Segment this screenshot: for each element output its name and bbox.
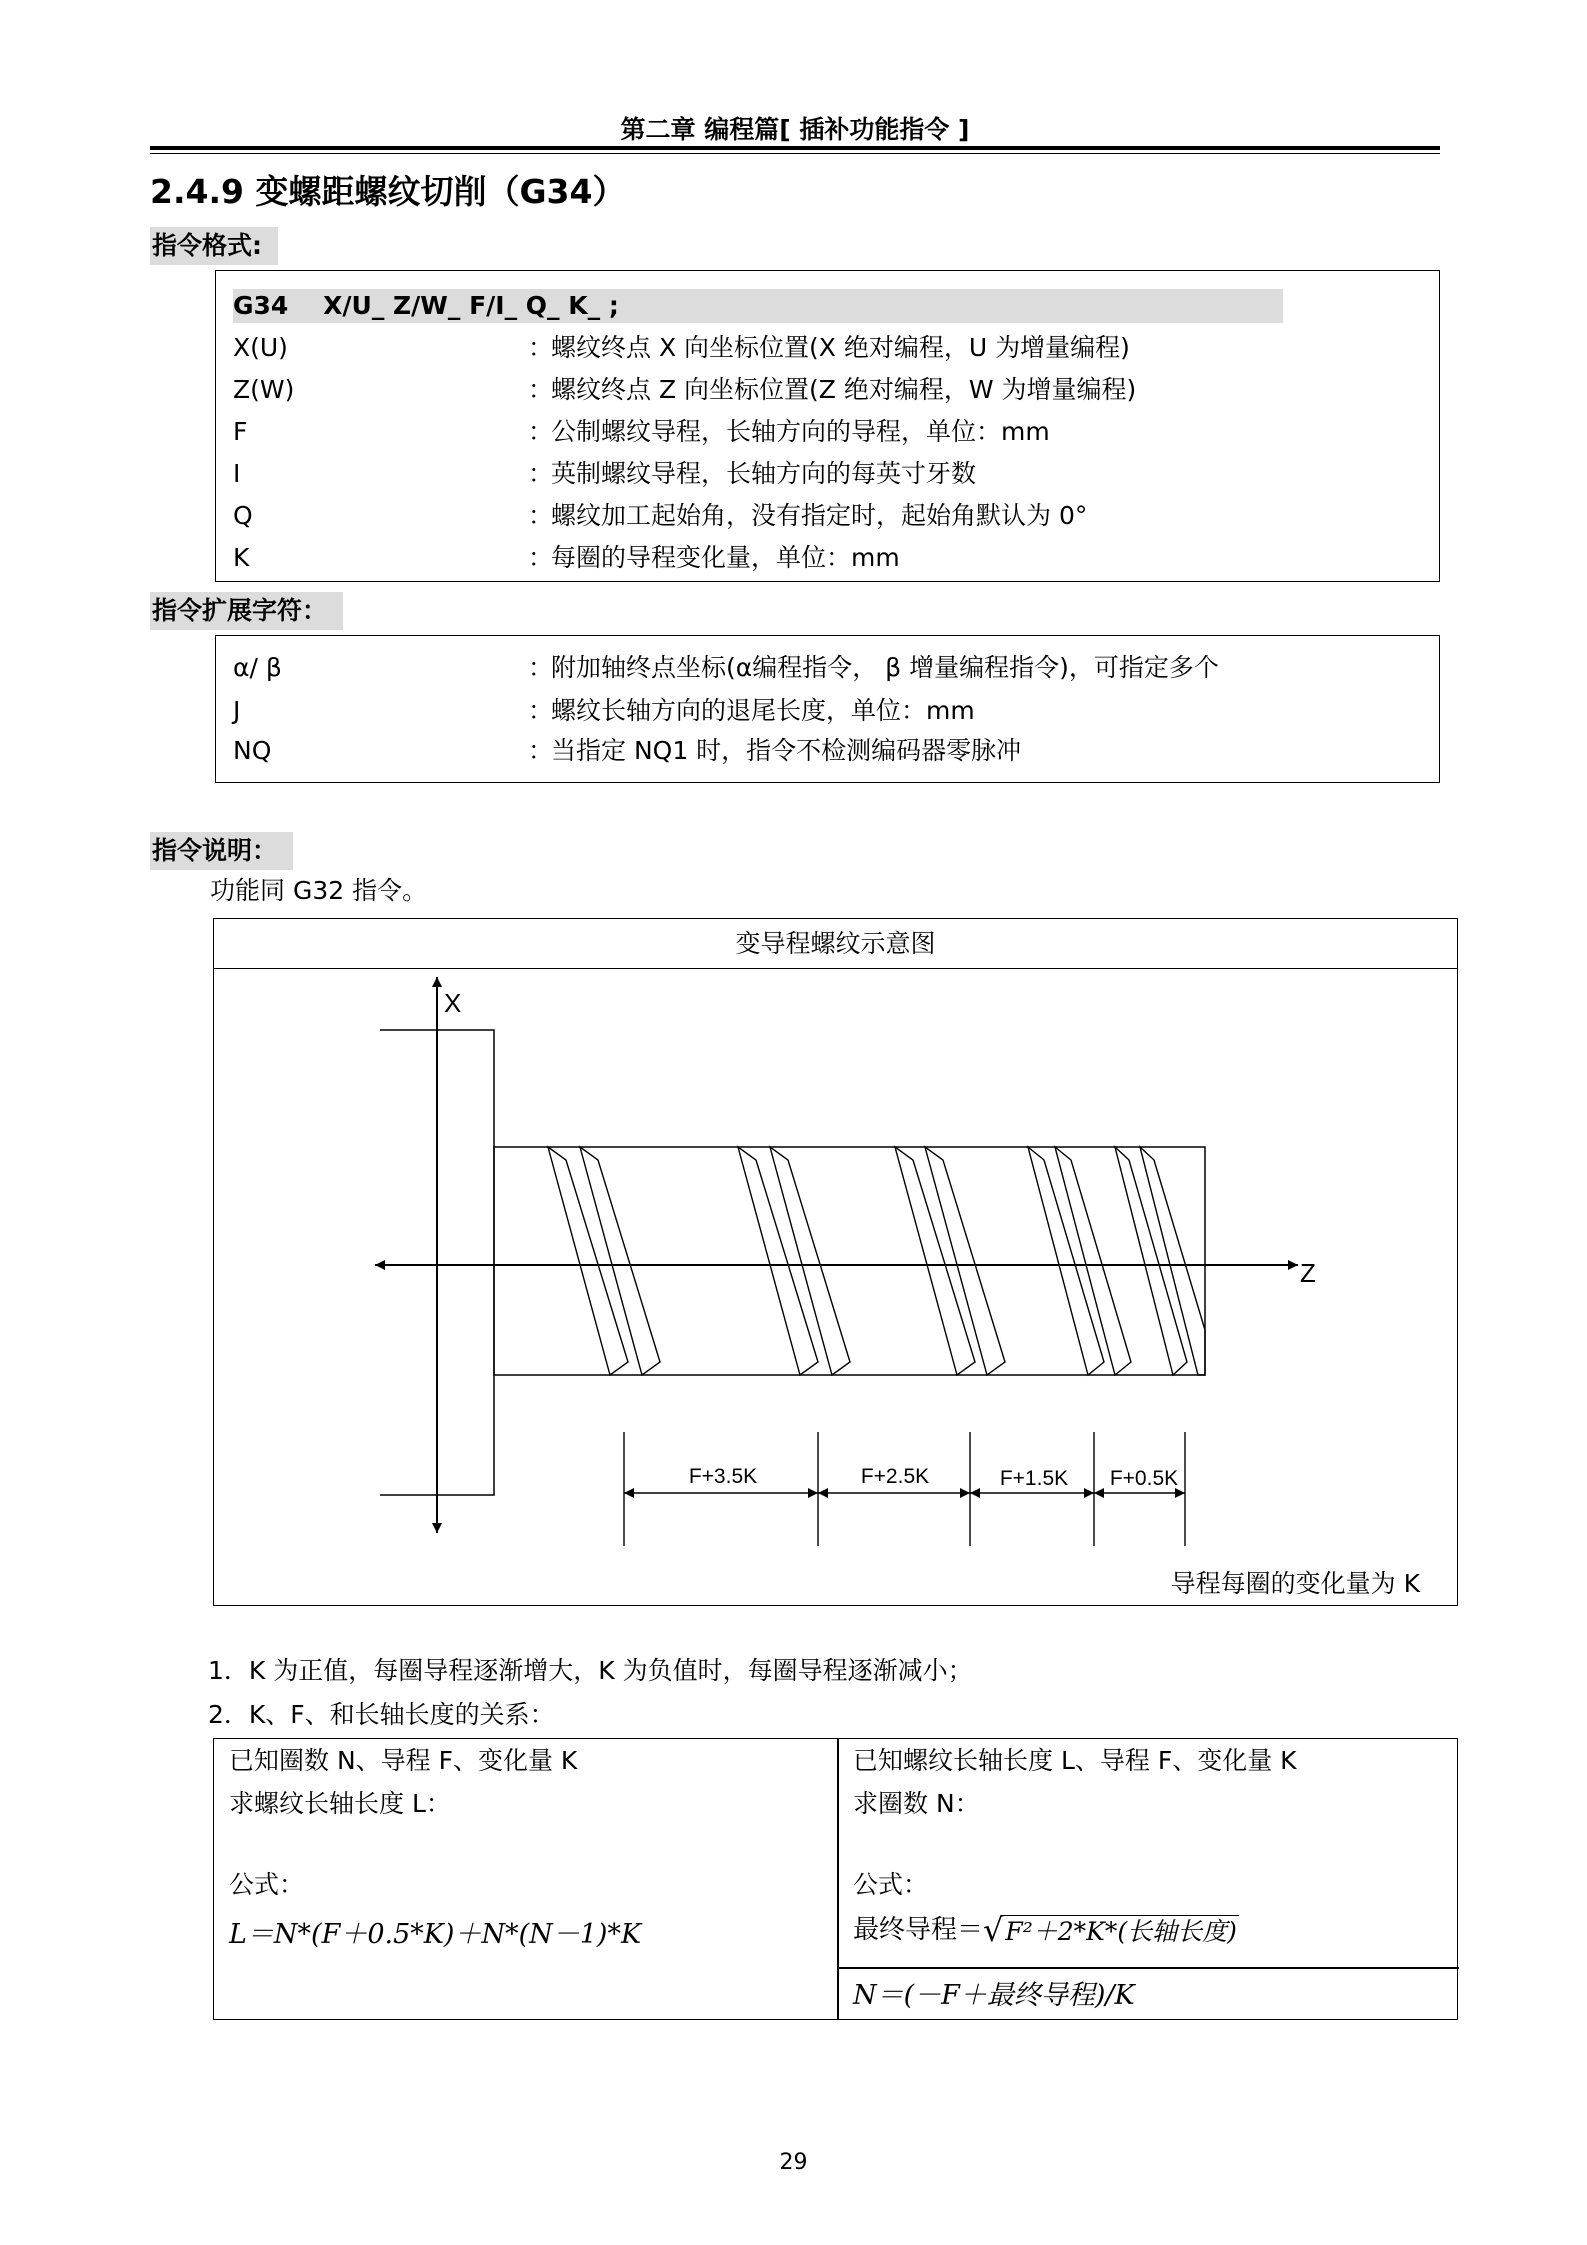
left-line1: 已知圈数 N、导程 F、变化量 K (229, 1746, 578, 1775)
param-key: F (233, 417, 248, 446)
right-line2: 求圈数 N： (853, 1789, 980, 1818)
param-desc: 螺纹长轴方向的退尾长度，单位：mm (551, 696, 975, 725)
table-divider (837, 1739, 839, 2019)
param-key: α/ β (233, 653, 282, 682)
param-desc: 螺纹加工起始角，没有指定时，起始角默认为 0° (551, 501, 1088, 530)
param-colon: ： (528, 736, 554, 765)
formula1-radicand: F²＋2*K*(长轴长度) (1005, 1917, 1237, 1946)
param-key: I (233, 459, 241, 488)
right-formula2: N＝(－F＋最终导程)/K (853, 1980, 1135, 2011)
left-formula-label: 公式： (229, 1870, 305, 1899)
dim-label: F+3.5K (688, 1465, 758, 1488)
z-axis-label: Z (1300, 1258, 1316, 1288)
param-desc: 每圈的导程变化量，单位：mm (551, 543, 900, 572)
param-desc: 螺纹终点 Z 向坐标位置(Z 绝对编程，W 为增量编程) (551, 375, 1137, 404)
param-desc: 附加轴终点坐标(α编程指令， β 增量编程指令)，可指定多个 (551, 653, 1219, 682)
param-desc: 螺纹终点 X 向坐标位置(X 绝对编程，U 为增量编程) (551, 333, 1130, 362)
note-item: 2．K、F、和长轴长度的关系： (208, 1700, 555, 1729)
chapter-header: 第二章 编程篇[ 插补功能指令 ] (620, 115, 970, 144)
right-formula1 (853, 1911, 1239, 1951)
param-key: Z(W) (233, 375, 295, 404)
param-desc: 英制螺纹导程，长轴方向的每英寸牙数 (551, 459, 977, 488)
x-axis-label: X (444, 988, 462, 1018)
param-colon: ： (528, 696, 554, 725)
param-colon: ： (528, 333, 554, 362)
command-syntax: G34 X/U_ Z/W_ F/I_ Q_ K_ ; (233, 291, 619, 320)
param-colon: ： (528, 375, 554, 404)
sqrt-icon: √ (983, 1911, 1004, 1949)
left-formula: L＝N*(F＋0.5*K)＋N*(N－1)*K (229, 1919, 642, 1950)
param-colon: ： (528, 653, 554, 682)
param-desc: 当指定 NQ1 时，指令不检测编码器零脉冲 (551, 736, 1022, 765)
dimension-extension-lines (624, 1432, 1185, 1546)
note-item: 1．K 为正值，每圈导程逐渐增大，K 为负值时，每圈导程逐渐减小； (208, 1656, 973, 1685)
relations-table (213, 1738, 1458, 2020)
param-colon: ： (528, 417, 554, 446)
dim-label: F+1.5K (999, 1467, 1069, 1490)
right-formula-label: 公式： (853, 1870, 929, 1899)
description-text: 功能同 G32 指令。 (210, 876, 428, 905)
formula1-prefix: 最终导程＝ (853, 1915, 984, 1945)
page-number: 29 (779, 2150, 808, 2175)
param-colon: ： (528, 459, 554, 488)
extension-label: 指令扩展字符： (150, 592, 343, 630)
param-key: NQ (233, 736, 272, 765)
param-colon: ： (528, 543, 554, 572)
diagram-caption: 导程每圈的变化量为 K (1170, 1569, 1420, 1598)
left-line2: 求螺纹长轴长度 L： (229, 1789, 451, 1818)
param-colon: ： (528, 501, 554, 530)
right-line1: 已知螺纹长轴长度 L、导程 F、变化量 K (853, 1746, 1297, 1775)
param-key: Q (233, 501, 253, 530)
diagram-title: 变导程螺纹示意图 (214, 919, 1457, 969)
description-label: 指令说明： (150, 832, 293, 870)
table-hline (837, 1967, 1459, 1969)
thread-grooves (548, 1147, 1205, 1375)
param-key: X(U) (233, 333, 288, 362)
param-key: J (233, 696, 241, 725)
dim-label: F+2.5K (860, 1465, 930, 1488)
param-key: K (233, 543, 250, 572)
section-title: 2.4.9 变螺距螺纹切削（G34） (150, 172, 626, 211)
format-label: 指令格式: (150, 227, 278, 265)
dim-label: F+0.5K (1109, 1467, 1179, 1490)
param-desc: 公制螺纹导程，长轴方向的导程，单位：mm (551, 417, 1050, 446)
